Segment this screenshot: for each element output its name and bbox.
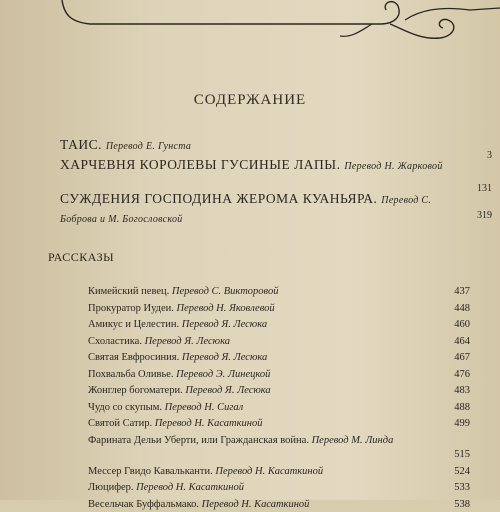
story-translator: Перевод Я. Лесюка bbox=[181, 352, 268, 363]
story-translator: Перевод Я. Лесюка bbox=[185, 385, 271, 396]
story-page: 464 bbox=[454, 335, 470, 347]
story-translator: Перевод Н. Касаткиной bbox=[215, 465, 324, 477]
contents-heading: СОДЕРЖАНИЕ bbox=[193, 92, 307, 108]
decorative-ornament bbox=[0, 0, 500, 50]
work-translator: Перевод С. Боброва и М. Богословской bbox=[60, 195, 432, 225]
story-page: 533 bbox=[454, 482, 470, 493]
work-entry bbox=[60, 156, 460, 175]
story-title: Люцифер. bbox=[88, 482, 134, 493]
work-page: 319 bbox=[477, 210, 492, 221]
story-translator: Перевод Н. Касаткиной bbox=[154, 418, 263, 429]
story-title: Весельчак Буффальмако. bbox=[88, 498, 200, 510]
story-entry bbox=[88, 335, 468, 349]
work-title: ХАРЧЕВНЯ КОРОЛЕВЫ ГУСИНЫЕ ЛАПЫ. bbox=[60, 157, 341, 172]
story-title: Мессер Гвидо Кавальканти. bbox=[88, 465, 213, 477]
work-translator: Перевод Н. Жарковой bbox=[344, 161, 443, 172]
story-page: 467 bbox=[454, 352, 470, 363]
story-page: 460 bbox=[454, 319, 470, 330]
story-entry bbox=[88, 368, 468, 382]
story-translator: Перевод Н. Яковлевой bbox=[176, 302, 275, 314]
work-page: 3 bbox=[487, 150, 492, 161]
story-translator: Перевод Я. Лесюка bbox=[144, 335, 230, 347]
story-entry bbox=[88, 318, 468, 332]
story-translator: Перевод Э. Линецкой bbox=[176, 368, 271, 380]
story-title: Схоластика. bbox=[88, 335, 142, 347]
story-translator: Перевод Н. Касаткиной bbox=[201, 498, 310, 510]
story-entry bbox=[88, 401, 468, 415]
story-translator: Перевод Я. Лесюка bbox=[181, 319, 268, 330]
story-page: 437 bbox=[454, 286, 470, 297]
story-translator: Перевод Н. Сигал bbox=[164, 401, 244, 413]
story-title: Амикус и Целестин. bbox=[88, 319, 180, 330]
story-title: Прокуратор Иудеи. bbox=[88, 302, 174, 314]
work-entry bbox=[60, 136, 480, 155]
story-page: 488 bbox=[454, 401, 470, 413]
story-entry bbox=[88, 417, 468, 431]
work-translator: Перевод Е. Гунста bbox=[105, 141, 192, 152]
story-title: Похвальба Оливье. bbox=[88, 368, 174, 380]
story-translator: Перевод С. Викторовой bbox=[171, 286, 279, 297]
story-entry bbox=[88, 351, 468, 365]
story-title: Кимейский певец. bbox=[88, 286, 170, 297]
story-entry bbox=[88, 434, 470, 460]
story-page: 499 bbox=[454, 418, 470, 429]
story-translator: Перевод Н. Касаткиной bbox=[136, 482, 244, 493]
story-title: Святой Сатир. bbox=[88, 418, 153, 429]
work-title: ТАИС. bbox=[60, 137, 102, 152]
section-title: РАССКАЗЫ bbox=[48, 250, 115, 264]
work-title: СУЖДЕНИЯ ГОСПОДИНА ЖЕРОМА КУАНЬЯРА. bbox=[60, 191, 378, 206]
story-page: 515 bbox=[454, 448, 470, 460]
work-page: 131 bbox=[477, 183, 492, 194]
story-entry bbox=[88, 302, 468, 316]
story-title: Святая Евфросиния. bbox=[88, 352, 180, 363]
story-translator: Перевод М. Линда bbox=[311, 434, 394, 446]
story-page: 448 bbox=[454, 302, 470, 314]
story-entry bbox=[88, 465, 468, 479]
story-entry bbox=[88, 285, 468, 299]
story-title: Чудо со скупым. bbox=[88, 401, 162, 413]
story-page: 538 bbox=[454, 498, 470, 510]
story-title: Жонглер богоматери. bbox=[88, 385, 183, 396]
story-title: Фарината Дельи Уберти, или Гражданская война. bbox=[88, 434, 309, 446]
story-entry bbox=[88, 481, 468, 495]
story-page: 524 bbox=[454, 465, 470, 477]
story-page: 483 bbox=[454, 385, 470, 396]
story-page: 476 bbox=[454, 368, 470, 380]
work-entry bbox=[60, 190, 460, 228]
story-entry bbox=[88, 384, 468, 398]
